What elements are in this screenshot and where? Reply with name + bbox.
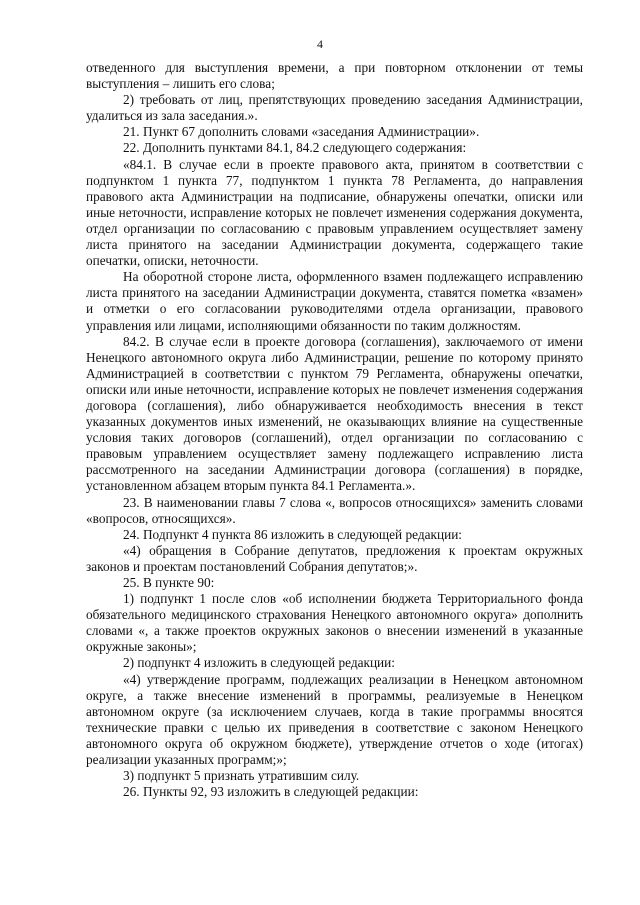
paragraph: 84.2. В случае если в проекте договора (соглашения), заключаемого от имени Ненецкого автономного округа либо Администрации, решение по которому принято Администрацией в соответствии с пунктом 79 Регламента, обнаружены опечатки, описки или иные неточности, исправление которых не повлечет изменения содержания договора (соглашения), либо обнаруживается необходимость внесения в текст указанных документов иных изменений, не оказывающих влияние на существенные условия таких договоров (соглашений), отдел организации по согласованию с правовым управлением осуществляет замену подлежащего исправлению листа рассмотренного на заседании Администрации договора (соглашения) в порядке, установленном абзацем вторым пункта 84.1 Регламента.». (86, 333, 583, 494)
paragraph: «84.1. В случае если в проекте правового акта, принятом в соответствии с подпунктом 1 пункта 77, подпунктом 1 пункта 78 Регламента, до направления правового акта Администрации на подписание, обнаружены опечатки, описки или иные неточности, исправление которых не повлечет изменения содержания документа, отдел организации по согласованию с правовым управлением осуществляет замену листа принятого на заседании Администрации документа, содержащего такие опечатки, описки, неточности. (86, 156, 583, 269)
page-number: 4 (317, 37, 323, 51)
paragraph: 24. Подпункт 4 пункта 86 изложить в следующей редакции: (123, 526, 462, 542)
paragraph: 21. Пункт 67 дополнить словами «заседания Администрации». (123, 124, 480, 140)
paragraph: 26. Пункты 92, 93 изложить в следующей редакции: (123, 784, 419, 800)
paragraph: «4) обращения в Собрание депутатов, предложения к проектам окружных законов и проектам постановлений Собрания депутатов;». (86, 542, 583, 574)
paragraph: 2) подпункт 4 изложить в следующей редакции: (123, 655, 395, 671)
paragraph: отведенного для выступления времени, а при повторном отклонении от темы выступления – лишить его слова; (86, 60, 583, 92)
paragraph: «4) утверждение программ, подлежащих реализации в Ненецком автономном округе, а также внесение изменений в программы, реализуемые в Ненецком автономном округе (за исключением случаев, когда в такие программы вносятся технические правки с целью их приведения в соответствие с законом Ненецкого автономного округа об окружном бюджете), утверждение отчетов о ходе (итогах) реализации указанных программ;»; (86, 671, 583, 768)
paragraph: 3) подпункт 5 признать утратившим силу. (123, 768, 360, 784)
paragraph: 22. Дополнить пунктами 84.1, 84.2 следующего содержания: (123, 140, 467, 156)
paragraph: 1) подпункт 1 после слов «об исполнении бюджета Территориального фонда обязательного медицинского страхования Ненецкого автономного округа» дополнить словами «, а также проектов окружных законов о внесении изменений в указанные окружные законы»; (86, 591, 583, 655)
paragraph: 2) требовать от лиц, препятствующих проведению заседания Администрации, удалиться из зала заседания.». (86, 92, 583, 124)
paragraph: 23. В наименовании главы 7 слова «, вопросов относящихся» заменить словами «вопросов, относящихся». (86, 494, 583, 526)
paragraph: 25. В пункте 90: (123, 575, 215, 590)
document-body (86, 60, 583, 800)
paragraph: На оборотной стороне листа, оформленного взамен подлежащего исправлению листа принятого на заседании Администрации документа, ставятся пометка «взамен» и отметки о его согласовании руководителями отдела организации, правового управления или лицами, исполняющими обязанности по таким должностям. (86, 269, 583, 333)
